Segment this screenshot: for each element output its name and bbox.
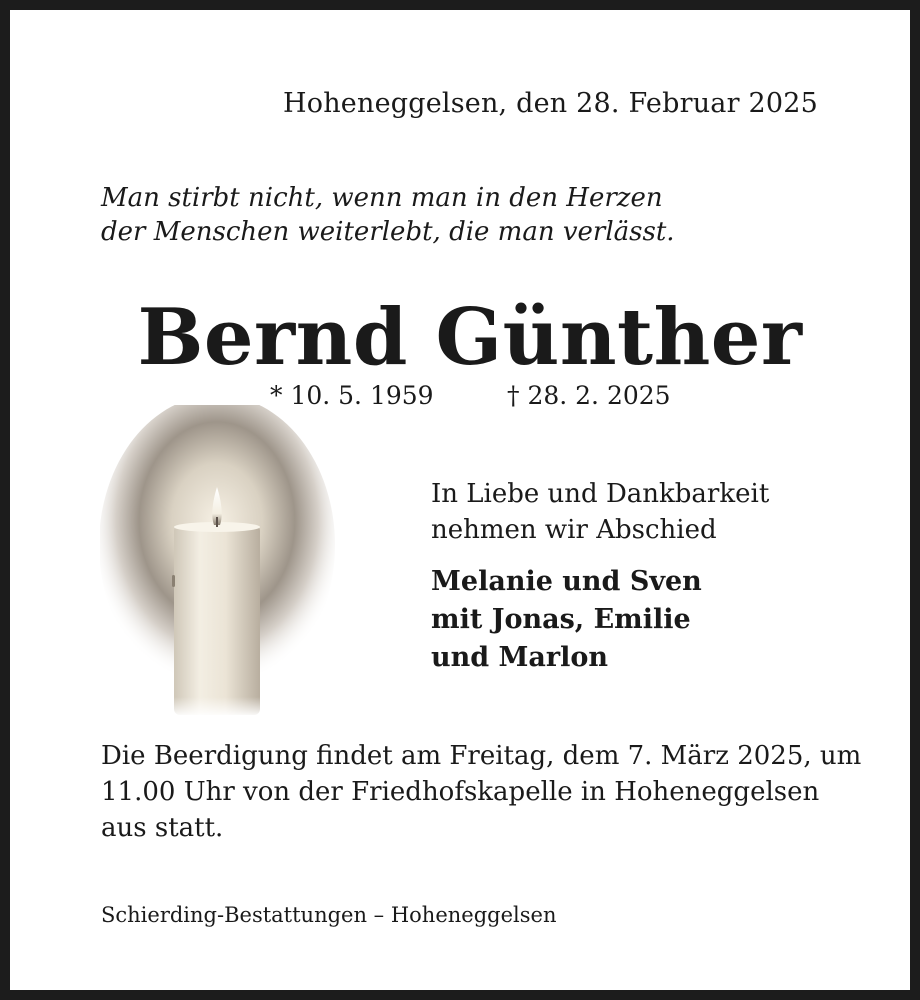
deceased-name: Bernd Günther [137,292,803,383]
quote-line: der Menschen weiterlebt, die man verlässt. [101,217,675,247]
family-line: mit Jonas, Emilie [431,604,691,635]
funeral-line: 11.00 Uhr von der Friedhofskapelle in Hoheneggelsen [101,777,820,807]
funeral-line: aus statt. [101,813,224,843]
memorial-quote [101,181,675,249]
family-line: Melanie und Sven [431,566,702,597]
birth-date: * 10. 5. 1959 [270,381,434,410]
farewell-line: nehmen wir Abschied [431,515,717,545]
farewell-text [431,476,769,548]
funeral-line: Die Beerdigung findet am Freitag, dem 7. März 2025, um [101,741,862,771]
place-date: Hoheneggelsen, den 28. Februar 2025 [283,88,818,119]
quote-line: Man stirbt nicht, wenn man in den Herzen [101,183,663,213]
family-names [431,563,702,677]
candle-image [100,405,335,715]
death-date: † 28. 2. 2025 [507,381,671,410]
undertaker-credit: Schierding-Bestattungen – Hoheneggelsen [101,903,557,927]
farewell-line: In Liebe und Dankbarkeit [431,479,770,509]
funeral-details [101,738,862,846]
family-line: und Marlon [431,642,609,673]
